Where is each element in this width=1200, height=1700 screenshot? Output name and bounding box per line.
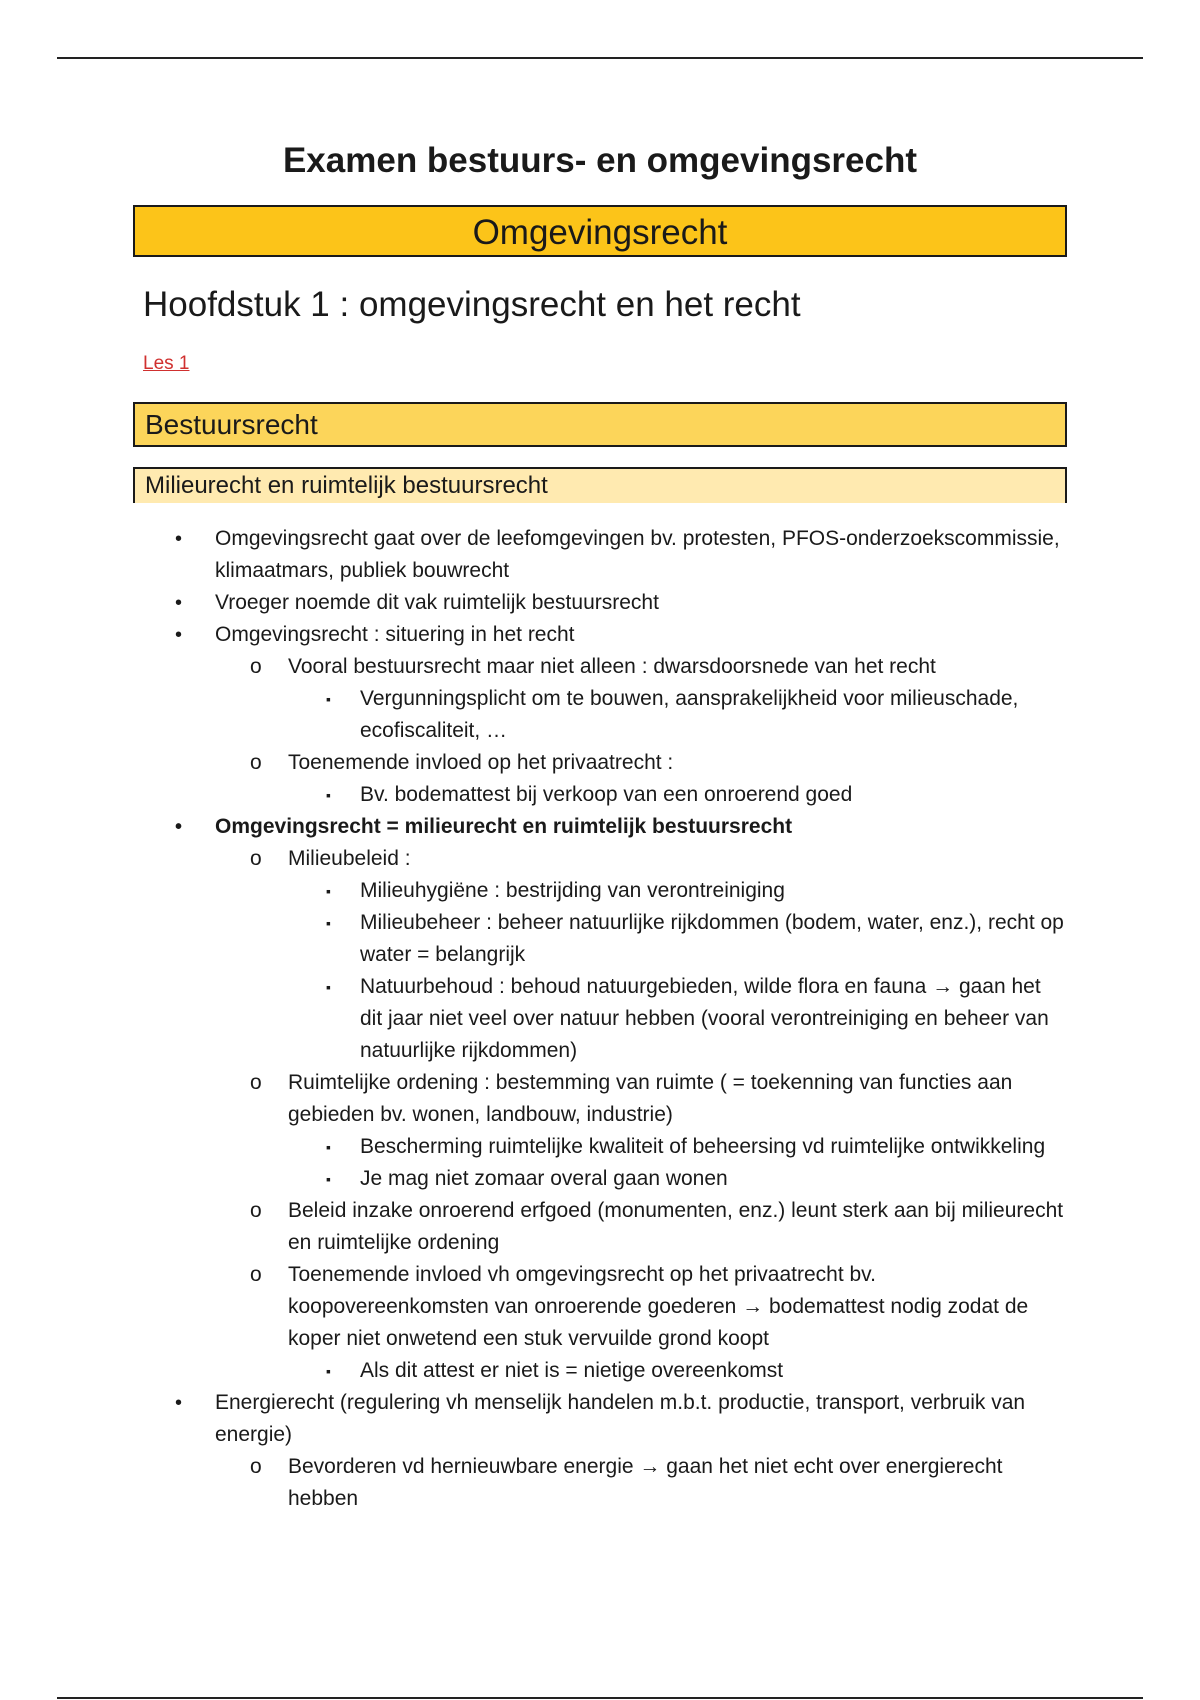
circle-bullet-icon: o (250, 655, 262, 678)
list-item (133, 1387, 1067, 1451)
circle-bullet-icon: o (250, 1263, 262, 1286)
list-item-text: Vooral bestuursrecht maar niet alleen : dwarsdoorsnede van het recht (288, 655, 936, 678)
square-bullet-icon: ▪ (326, 1363, 331, 1379)
list-item-text: Je mag niet zomaar overal gaan wonen (360, 1167, 728, 1190)
list-item-text: Toenemende invloed vh omgevingsrecht op het privaatrecht bv. koopovereenkomsten van onroerende goederen → bodemattest nodig zodat de koper niet onwetend een stuk vervuilde grond koopt (288, 1263, 1029, 1350)
list-item (133, 811, 1067, 843)
document-body (133, 140, 1067, 1515)
list-item-text: Vroeger noemde dit vak ruimtelijk bestuursrecht (215, 591, 659, 614)
list-item (133, 683, 1067, 747)
square-bullet-icon: ▪ (326, 787, 331, 803)
circle-bullet-icon: o (250, 1199, 262, 1222)
list-item (133, 523, 1067, 587)
list-item (133, 875, 1067, 907)
heading-omgevingsrecht-band: Omgevingsrecht (133, 205, 1067, 257)
list-item-text: Bescherming ruimtelijke kwaliteit of beheersing vd ruimtelijke ontwikkeling (360, 1135, 1046, 1158)
bullet-icon: • (175, 1392, 183, 1414)
list-item (133, 1163, 1067, 1195)
list-item (133, 651, 1067, 683)
square-bullet-icon: ▪ (326, 1171, 331, 1187)
list-item-text: Bv. bodemattest bij verkoop van een onroerend goed (360, 783, 853, 806)
list-item-text: Milieuhygiëne : bestrijding van verontreiniging (360, 879, 785, 902)
bullet-icon: • (175, 528, 183, 550)
bullet-icon: • (175, 624, 183, 646)
chapter-heading: Hoofdstuk 1 : omgevingsrecht en het recht (143, 285, 801, 324)
list-item (133, 779, 1067, 811)
list-item-text: Omgevingsrecht : situering in het recht (215, 623, 575, 646)
list-item-text: Vergunningsplicht om te bouwen, aansprakelijkheid voor milieuschade, ecofiscaliteit, … (360, 687, 1019, 742)
square-bullet-icon: ▪ (326, 691, 331, 707)
list-item (133, 1067, 1067, 1131)
list-item-text: Omgevingsrecht = milieurecht en ruimtelijk bestuursrecht (215, 815, 793, 838)
bullet-icon: • (175, 592, 183, 614)
list-item (133, 747, 1067, 779)
lesson-link[interactable]: Les 1 (143, 353, 190, 374)
square-bullet-icon: ▪ (326, 979, 331, 995)
circle-bullet-icon: o (250, 1071, 262, 1094)
list-item-text: Toenemende invloed op het privaatrecht : (288, 751, 674, 774)
list-item (133, 843, 1067, 875)
list-item (133, 1195, 1067, 1259)
square-bullet-icon: ▪ (326, 1139, 331, 1155)
document-title: Examen bestuurs- en omgevingsrecht (282, 141, 918, 180)
list-item (133, 1259, 1067, 1355)
list-item (133, 971, 1067, 1067)
list-item (133, 1355, 1067, 1387)
list-item-text: Milieubeleid : (288, 847, 411, 870)
square-bullet-icon: ▪ (326, 883, 331, 899)
list-item (133, 619, 1067, 651)
list-item-text: Energierecht (regulering vh menselijk handelen m.b.t. productie, transport, verbruik van energie) (215, 1391, 1026, 1446)
square-bullet-icon: ▪ (326, 915, 331, 931)
list-item (133, 587, 1067, 619)
list-item-text: Milieubeheer : beheer natuurlijke rijkdommen (bodem, water, enz.), recht op water = belangrijk (360, 911, 1064, 966)
list-item-text: Omgevingsrecht gaat over de leefomgevingen bv. protesten, PFOS-onderzoekscommissie, klimaatmars, publiek bouwrecht (215, 527, 1060, 582)
bullet-list (133, 523, 1067, 1515)
list-item-text: Ruimtelijke ordening : bestemming van ruimte ( = toekenning van functies aan gebieden bv. wonen, landbouw, industrie) (288, 1071, 1013, 1126)
page-bottom-rule (57, 1697, 1143, 1699)
list-item-text: Beleid inzake onroerend erfgoed (monumenten, enz.) leunt sterk aan bij milieurecht en ruimtelijke ordening (288, 1199, 1064, 1254)
list-item (133, 1451, 1067, 1515)
heading-milieurecht-band: Milieurecht en ruimtelijk bestuursrecht (133, 467, 1067, 503)
list-item (133, 907, 1067, 971)
circle-bullet-icon: o (250, 1455, 262, 1478)
bullet-icon: • (175, 816, 183, 838)
list-item (133, 1131, 1067, 1163)
list-item-text: Bevorderen vd hernieuwbare energie → gaan het niet echt over energierecht hebben (288, 1455, 1003, 1510)
page-top-rule (57, 57, 1143, 59)
list-item-text: Als dit attest er niet is = nietige overeenkomst (360, 1359, 784, 1382)
list-item-text: Natuurbehoud : behoud natuurgebieden, wilde flora en fauna → gaan het dit jaar niet veel over natuur hebben (vooral verontreiniging en beheer van natuurlijke rijkdommen) (360, 975, 1049, 1062)
circle-bullet-icon: o (250, 751, 262, 774)
heading-bestuursrecht-band: Bestuursrecht (133, 402, 1067, 447)
circle-bullet-icon: o (250, 847, 262, 870)
